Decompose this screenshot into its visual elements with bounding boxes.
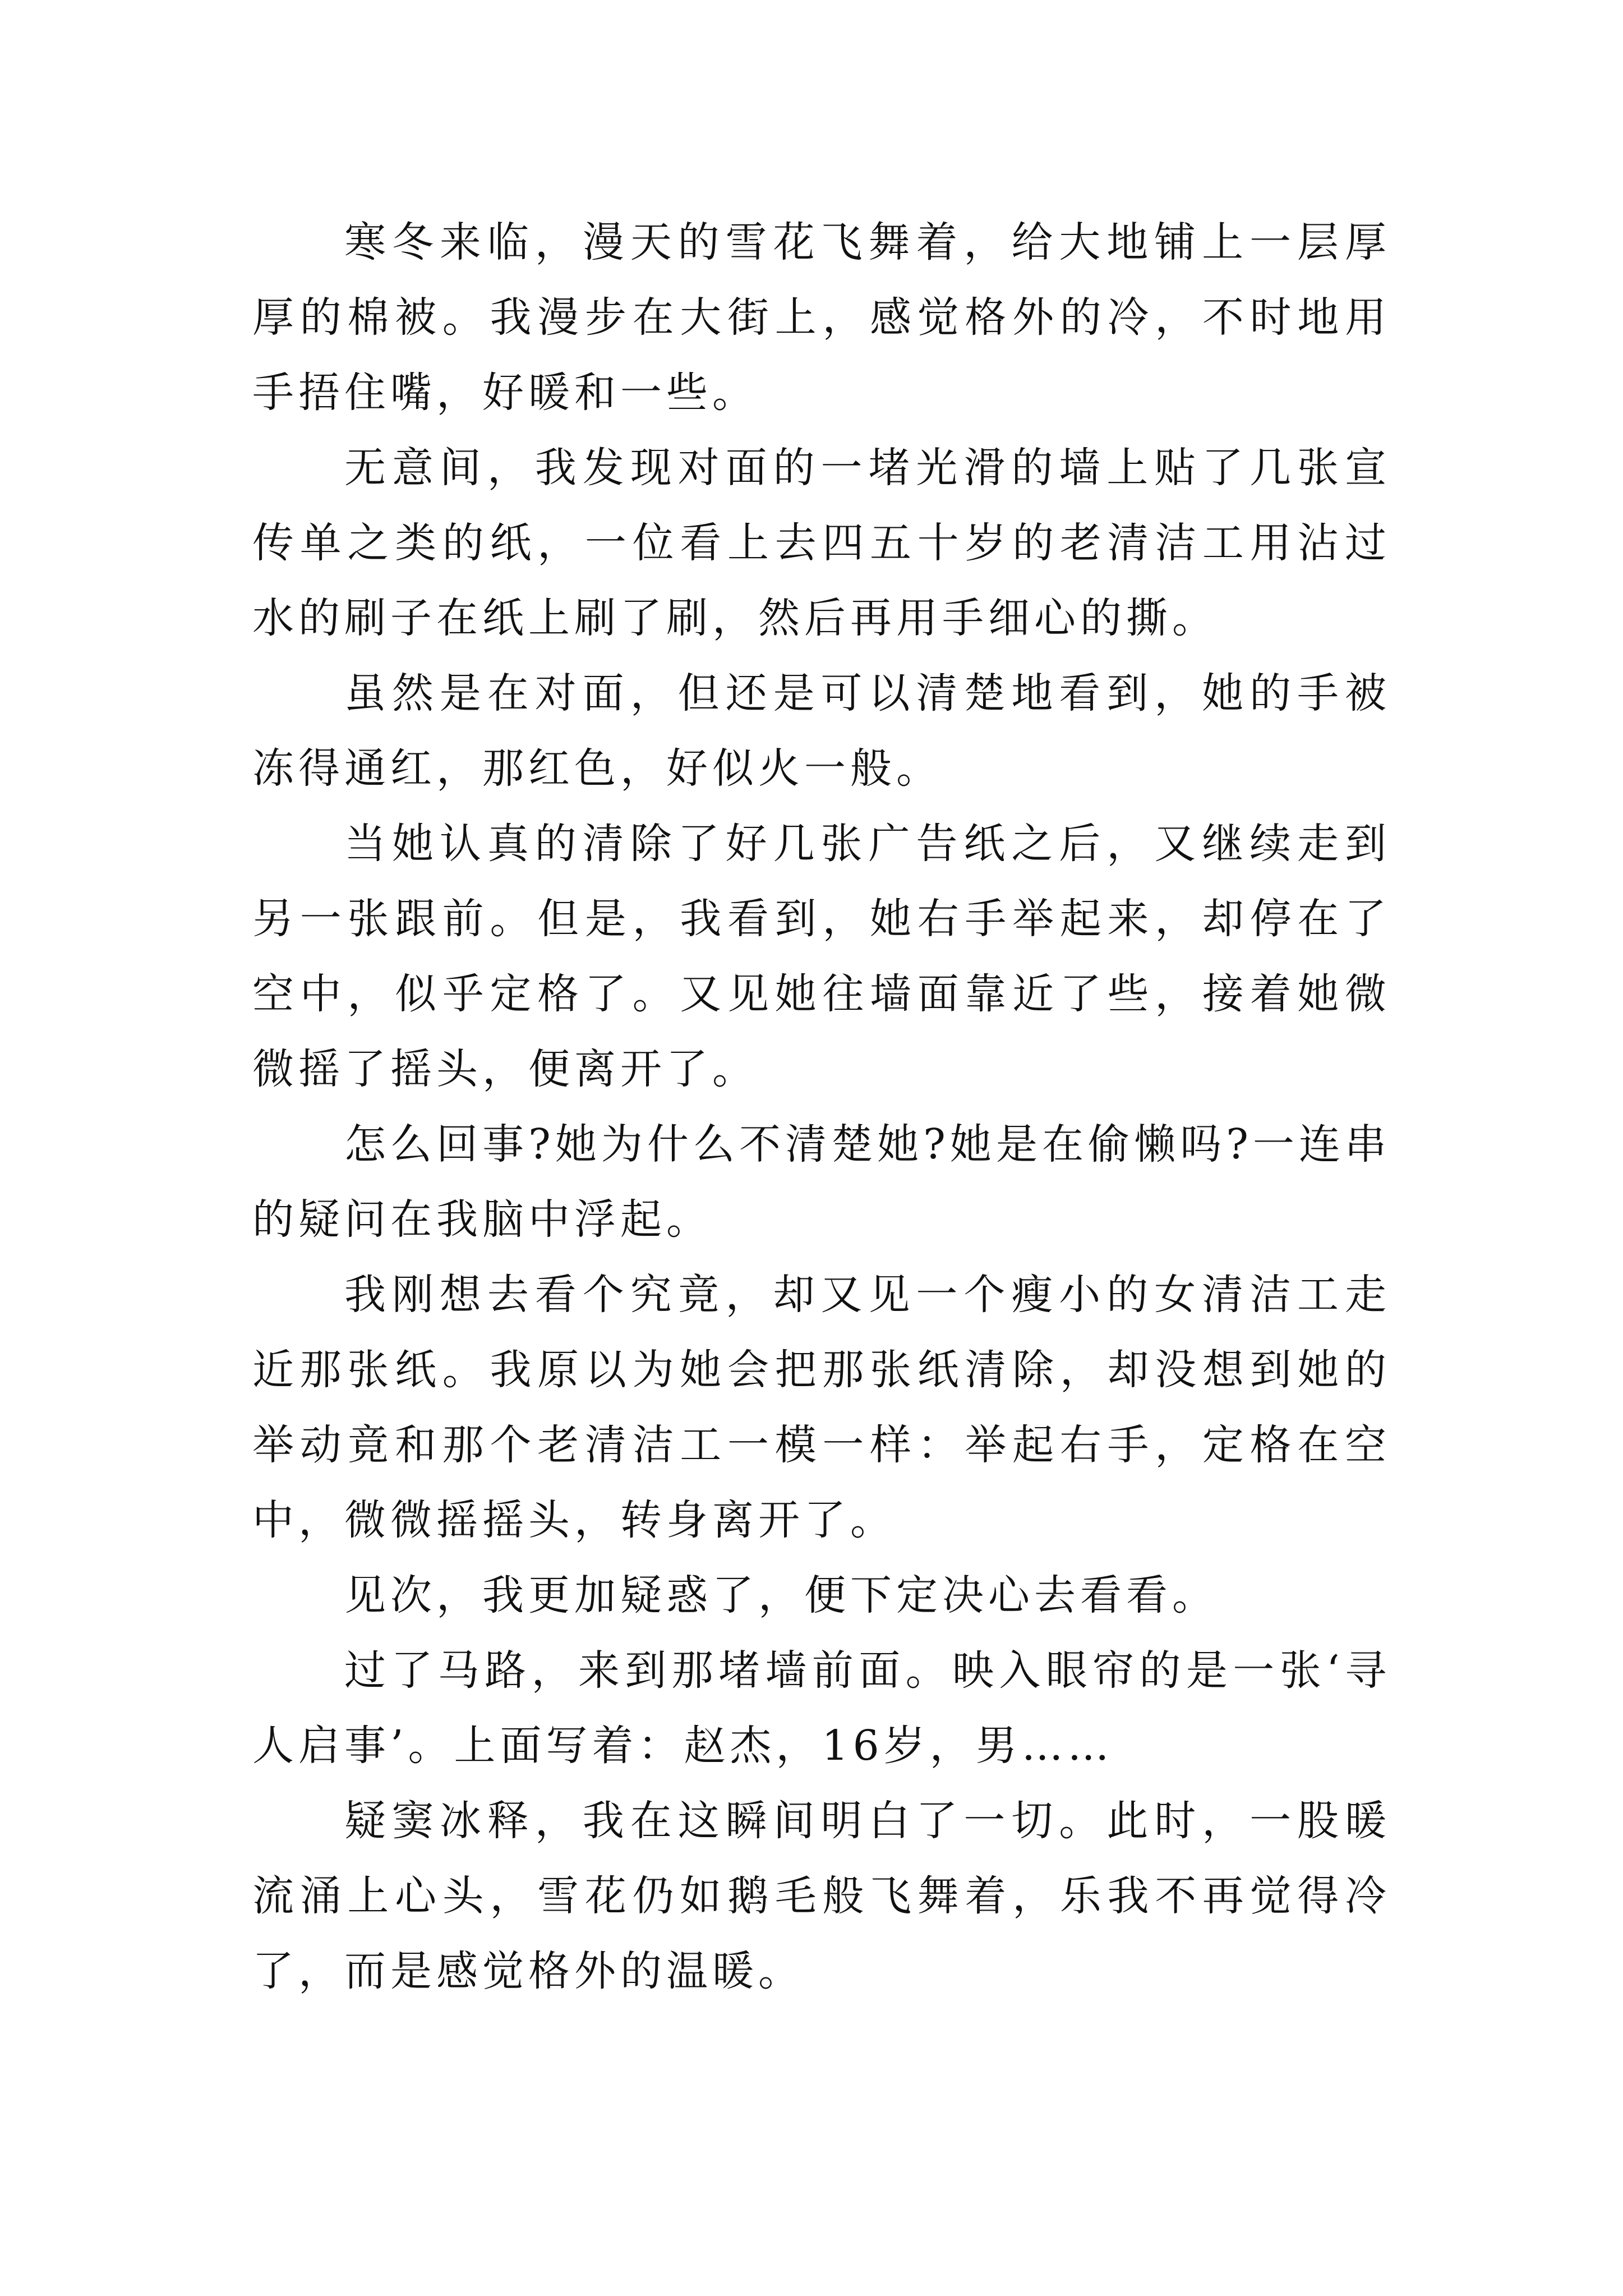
paragraph-2: 无意间，我发现对面的一堵光滑的墙上贴了几张宣传单之类的纸，一位看上去四五十岁的老清洁工用沾过水的刷子在纸上刷了刷，然后再用手细心的撕。 bbox=[252, 444, 1391, 642]
paragraph-8: 过了马路，来到那堵墙前面。映入眼帘的是一张‘寻人启事’。上面写着：赵杰，16岁，男…… bbox=[252, 1646, 1391, 1770]
paragraph-5: 怎么回事?她为什么不清楚她?她是在偷懒吗?一连串的疑问在我脑中浮起。 bbox=[252, 1120, 1391, 1244]
paragraph-4: 当她认真的清除了好几张广告纸之后，又继续走到另一张跟前。但是，我看到，她右手举起来，却停在了空中，似乎定格了。又见她往墙面靠近了些，接着她微微摇了摇头，便离开了。 bbox=[252, 820, 1391, 1093]
paragraph-3: 虽然是在对面，但还是可以清楚地看到，她的手被冻得通红，那红色，好似火一般。 bbox=[252, 669, 1391, 793]
paragraph-6: 我刚想去看个究竟，却又见一个瘦小的女清洁工走近那张纸。我原以为她会把那张纸清除，却没想到她的举动竟和那个老清洁工一模一样：举起右手，定格在空中，微微摇摇头，转身离开了。 bbox=[252, 1271, 1391, 1544]
paragraph-7: 见次，我更加疑惑了，便下定决心去看看。 bbox=[344, 1571, 1218, 1619]
paragraph-9: 疑窦冰释，我在这瞬间明白了一切。此时，一股暖流涌上心头，雪花仍如鹅毛般飞舞着，乐我不再觉得冷了，而是感觉格外的温暖。 bbox=[252, 1797, 1391, 1995]
document-body bbox=[252, 205, 1391, 2009]
paragraph-1: 寒冬来临，漫天的雪花飞舞着，给大地铺上一层厚厚的棉被。我漫步在大街上，感觉格外的冷，不时地用手捂住嘴，好暖和一些。 bbox=[252, 218, 1391, 417]
